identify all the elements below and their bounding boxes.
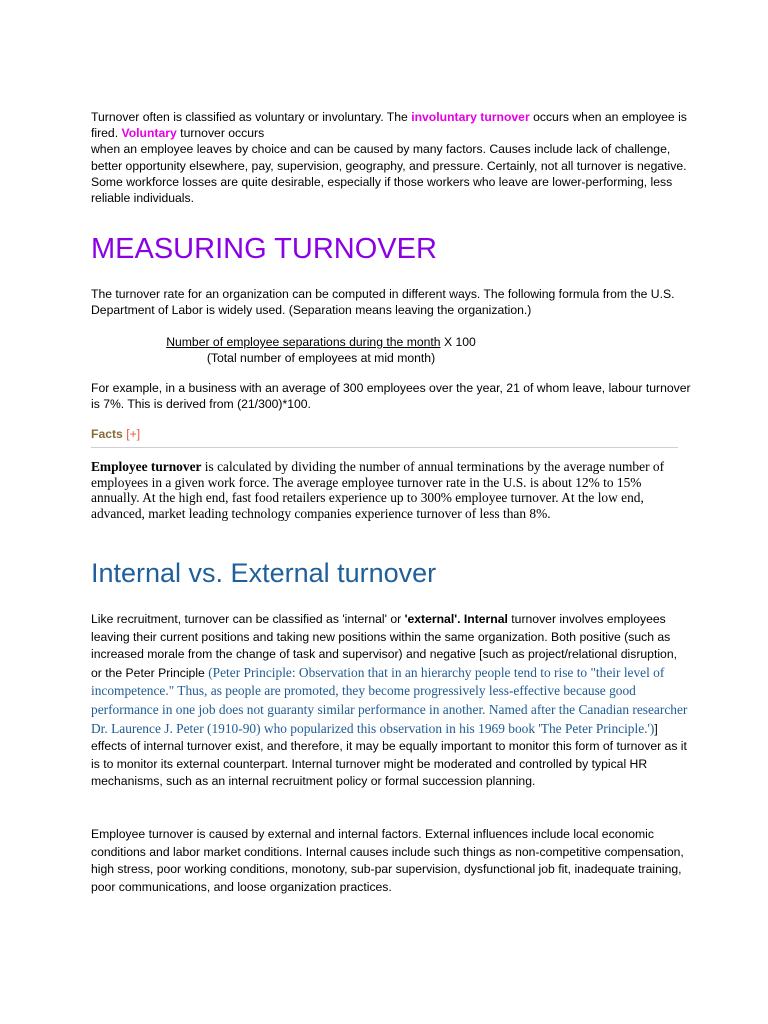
formula-multiplier: X 100: [440, 335, 476, 349]
voluntary-highlight: Voluntary: [121, 126, 177, 141]
turnover-formula: [91, 334, 551, 366]
internal-text-1: Like recruitment, turnover can be classified as 'internal' or: [91, 612, 405, 626]
internal-text-3: ] effects of internal turnover exist, and therefore, it may be equally important to monitor this form of turnover as it is to monitor its external counterpart. Internal turnover might be moderated and controlled by typical HR mechanisms, such as an internal recruitment policy or formal succession planning.: [91, 721, 687, 789]
example-paragraph: For example, in a business with an average of 300 employees over the year, 21 of whom leave, labour turnover is 7%. This is derived from (21/300)*100.: [91, 381, 691, 412]
involuntary-turnover-highlight: involuntary turnover: [411, 110, 530, 124]
employee-turnover-text: is calculated by dividing the number of annual terminations by the average number of employees in a given work force. The average employee turnover rate in the U.S. is about 12% to 15% annually. At the high end, fast food retailers experience up to 300% employee turnover. At the low end, advanced, market leading technology companies experience turnover of less than 8%.: [91, 459, 665, 521]
formula-denominator: (Total number of employees at mid month): [206, 351, 436, 366]
facts-header[interactable]: [91, 427, 678, 448]
facts-label: Facts: [91, 427, 127, 441]
external-internal-bold: 'external'. Internal: [404, 612, 508, 626]
internal-turnover-paragraph: [91, 611, 691, 791]
employee-turnover-paragraph: [91, 459, 691, 521]
intro-text-2: occurs when an employee is fired.: [91, 110, 687, 141]
formula-numerator-line: [91, 334, 551, 350]
formula-numerator: Number of employee separations during the month: [166, 335, 441, 349]
measuring-paragraph: The turnover rate for an organization can be computed in different ways. The following formula from the U.S. Department of Labor is widely used. (Separation means leaving the organization.): [91, 287, 675, 318]
turnover-causes-paragraph: Employee turnover is caused by external and internal factors. External influences include local economic conditions and labor market conditions. Internal causes include such things as non-competitive compensation, high stress, poor working conditions, monotony, sub-par supervision, dysfunctional job fit, inadequate training, poor communications, and loose organization practices.: [91, 827, 684, 894]
intro-text-1: Turnover often is classified as voluntary or involuntary. The: [91, 110, 412, 124]
employee-turnover-term: Employee turnover: [91, 459, 202, 474]
facts-expand-toggle[interactable]: [+]: [126, 427, 141, 441]
internal-external-heading: Internal vs. External turnover: [91, 558, 437, 588]
peter-principle-note: (Peter Principle: Observation that in an hierarchy people tend to rise to "their level of incompetence." Thus, as people are promoted, they become progressively less-effective because good performance in one job does not guaranty similar performance in another. Named after the Canadian researcher Dr. Laurence J. Peter (1910-90) who popularized this observation in his 1969 book 'The Peter Principle.'): [91, 664, 688, 736]
internal-text-2: turnover involves employees leaving their current positions and taking new positions within the same organization. Both positive (such as increased morale from the change of task and supervisor) and negative [such as project/relational disruption, or the Peter Principle: [91, 612, 677, 680]
intro-text-4: when an employee leaves by choice and can be caused by many factors. Causes include lack of challenge, better opportunity elsewhere, pay, supervision, geography, and pressure. Certainly, not all turnover is negative. Some workforce losses are quite desirable, especially if those workers who leave are lower-performing, less reliable individuals.: [91, 142, 687, 206]
measuring-turnover-heading: MEASURING TURNOVER: [91, 233, 437, 265]
intro-text-3: turnover occurs: [176, 126, 265, 141]
intro-paragraph: [91, 109, 691, 206]
